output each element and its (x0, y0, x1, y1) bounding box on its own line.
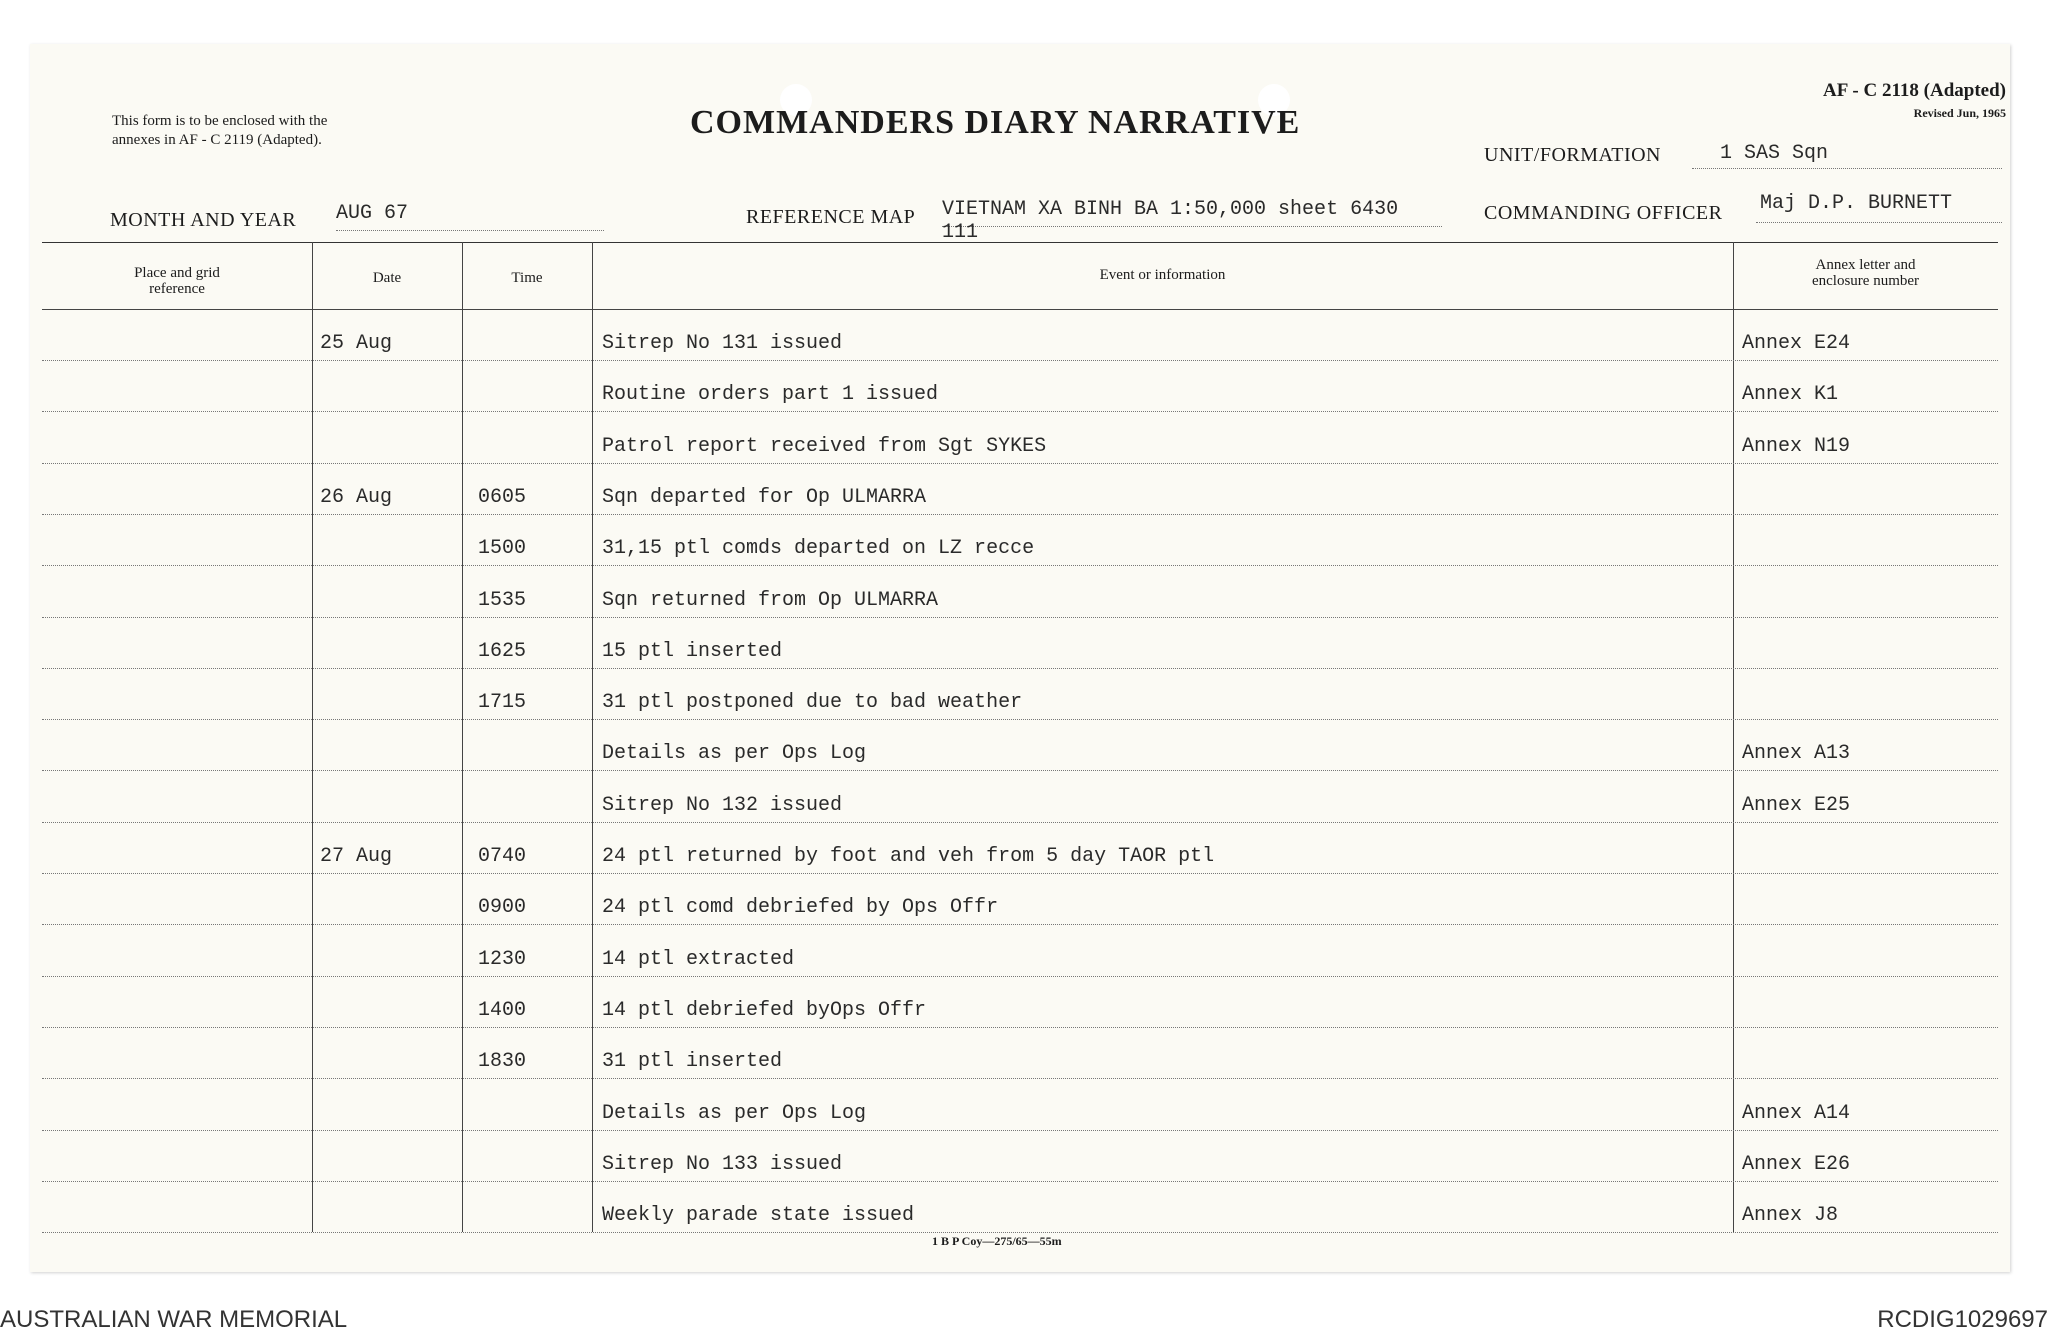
entry-event: 14 ptl extracted (602, 947, 795, 971)
table-row (42, 413, 1998, 464)
table-row (42, 464, 1998, 515)
entry-time: 0900 (478, 896, 527, 920)
form-code: AF - C 2118 (Adapted) (1823, 80, 2006, 101)
entry-event: Details as per Ops Log (602, 1101, 867, 1125)
entry-time: 1535 (478, 588, 527, 612)
table-row (42, 1080, 1998, 1131)
map-field (942, 198, 1442, 244)
form-note (112, 112, 327, 150)
entry-time: 0605 (478, 485, 527, 509)
table-row (42, 1028, 1998, 1079)
month-field (336, 204, 604, 231)
entry-event: 15 ptl inserted (602, 639, 783, 663)
table-row (42, 361, 1998, 412)
header-annex (1733, 257, 1998, 289)
table-row (42, 772, 1998, 823)
archive-id: RCDIG1029697 (1877, 1306, 2048, 1333)
entry-event: 24 ptl returned by foot and veh from 5 day TAOR ptl (602, 845, 1215, 868)
entry-annex: Annex N19 (1742, 434, 1851, 458)
entry-time: 1500 (478, 537, 527, 561)
table-row (42, 669, 1998, 720)
unit-value: 1 SAS Sqn (1720, 142, 1829, 165)
entry-annex: Annex E25 (1742, 793, 1851, 817)
entry-time: 1400 (478, 998, 527, 1022)
unit-field (1692, 144, 2002, 169)
table-row (42, 310, 1998, 361)
entry-date: 25 Aug (320, 332, 393, 355)
co-label: COMMANDING OFFICER (1484, 202, 1723, 224)
entry-annex: Annex A13 (1742, 742, 1851, 766)
entry-date: 27 Aug (320, 845, 393, 868)
entry-event: 14 ptl debriefed byOps Offr (602, 998, 927, 1022)
table-row (42, 977, 1998, 1028)
header-place (42, 265, 312, 297)
page-title: COMMANDERS DIARY NARRATIVE (690, 104, 1301, 141)
header-time: Time (511, 270, 543, 286)
revised-date: Revised Jun, 1965 (1913, 106, 2006, 120)
header-place-line-2: reference (149, 281, 205, 297)
header-event: Event or information (1099, 267, 1226, 283)
map-value: VIETNAM XA BINH BA 1:50,000 sheet 6430 111 (942, 198, 1399, 244)
unit-label: UNIT/FORMATION (1484, 144, 1661, 166)
row-dotted-rule (42, 1232, 1998, 1233)
co-field (1756, 194, 2002, 223)
form-note-line-1: This form is to be enclosed with the (112, 113, 328, 129)
table-row (42, 926, 1998, 977)
entry-event: 31 ptl postponed due to bad weather (602, 691, 1023, 715)
header-annex-line-1: Annex letter and (1815, 257, 1916, 273)
form-note-line-2: annexes in AF - C 2119 (Adapted). (112, 132, 322, 148)
entry-event: Sitrep No 131 issued (602, 332, 843, 355)
map-label: REFERENCE MAP (746, 206, 916, 228)
entry-event: Sitrep No 132 issued (602, 793, 843, 817)
entry-date: 26 Aug (320, 485, 393, 509)
entry-annex: Annex E26 (1742, 1152, 1851, 1176)
table-row (42, 1131, 1998, 1182)
entry-annex: Annex E24 (1742, 332, 1851, 355)
entry-annex: Annex A14 (1742, 1101, 1851, 1125)
table-row (42, 874, 1998, 925)
table-row (42, 720, 1998, 771)
entry-event: Patrol report received from Sgt SYKES (602, 434, 1047, 458)
entry-annex: Annex J8 (1742, 1204, 1839, 1228)
table-row (42, 567, 1998, 618)
entry-time: 1625 (478, 639, 527, 663)
entry-time: 0740 (478, 845, 527, 868)
entry-event: Sitrep No 133 issued (602, 1152, 843, 1176)
header-annex-line-2: enclosure number (1811, 273, 1920, 289)
header-place-line-1: Place and grid (134, 265, 220, 281)
entry-event: Sqn returned from Op ULMARRA (602, 588, 939, 612)
diary-form-sheet (30, 44, 2010, 1272)
entry-event: Weekly parade state issued (602, 1204, 915, 1228)
header-date: Date (372, 270, 402, 286)
entry-event: 31 ptl inserted (602, 1050, 783, 1074)
month-value: AUG 67 (336, 202, 409, 225)
entry-time: 1715 (478, 691, 527, 715)
entry-event: Details as per Ops Log (602, 742, 867, 766)
table-row (42, 1182, 1998, 1233)
entry-event: Routine orders part 1 issued (602, 383, 939, 407)
print-code: 1 B P Coy—275/65—55m (932, 1234, 1062, 1248)
table-row (42, 515, 1998, 566)
table-row (42, 618, 1998, 669)
co-value: Maj D.P. BURNETT (1760, 192, 1953, 215)
month-label: MONTH AND YEAR (110, 209, 297, 231)
entry-event: Sqn departed for Op ULMARRA (602, 485, 927, 509)
entry-event: 31,15 ptl comds departed on LZ recce (602, 537, 1035, 561)
archive-credit: AUSTRALIAN WAR MEMORIAL (0, 1306, 348, 1333)
entry-time: 1830 (478, 1050, 527, 1074)
table-top-rule (42, 242, 1998, 243)
entry-annex: Annex K1 (1742, 383, 1839, 407)
table-row (42, 823, 1998, 874)
entry-time: 1230 (478, 947, 527, 971)
entry-event: 24 ptl comd debriefed by Ops Offr (602, 896, 999, 920)
